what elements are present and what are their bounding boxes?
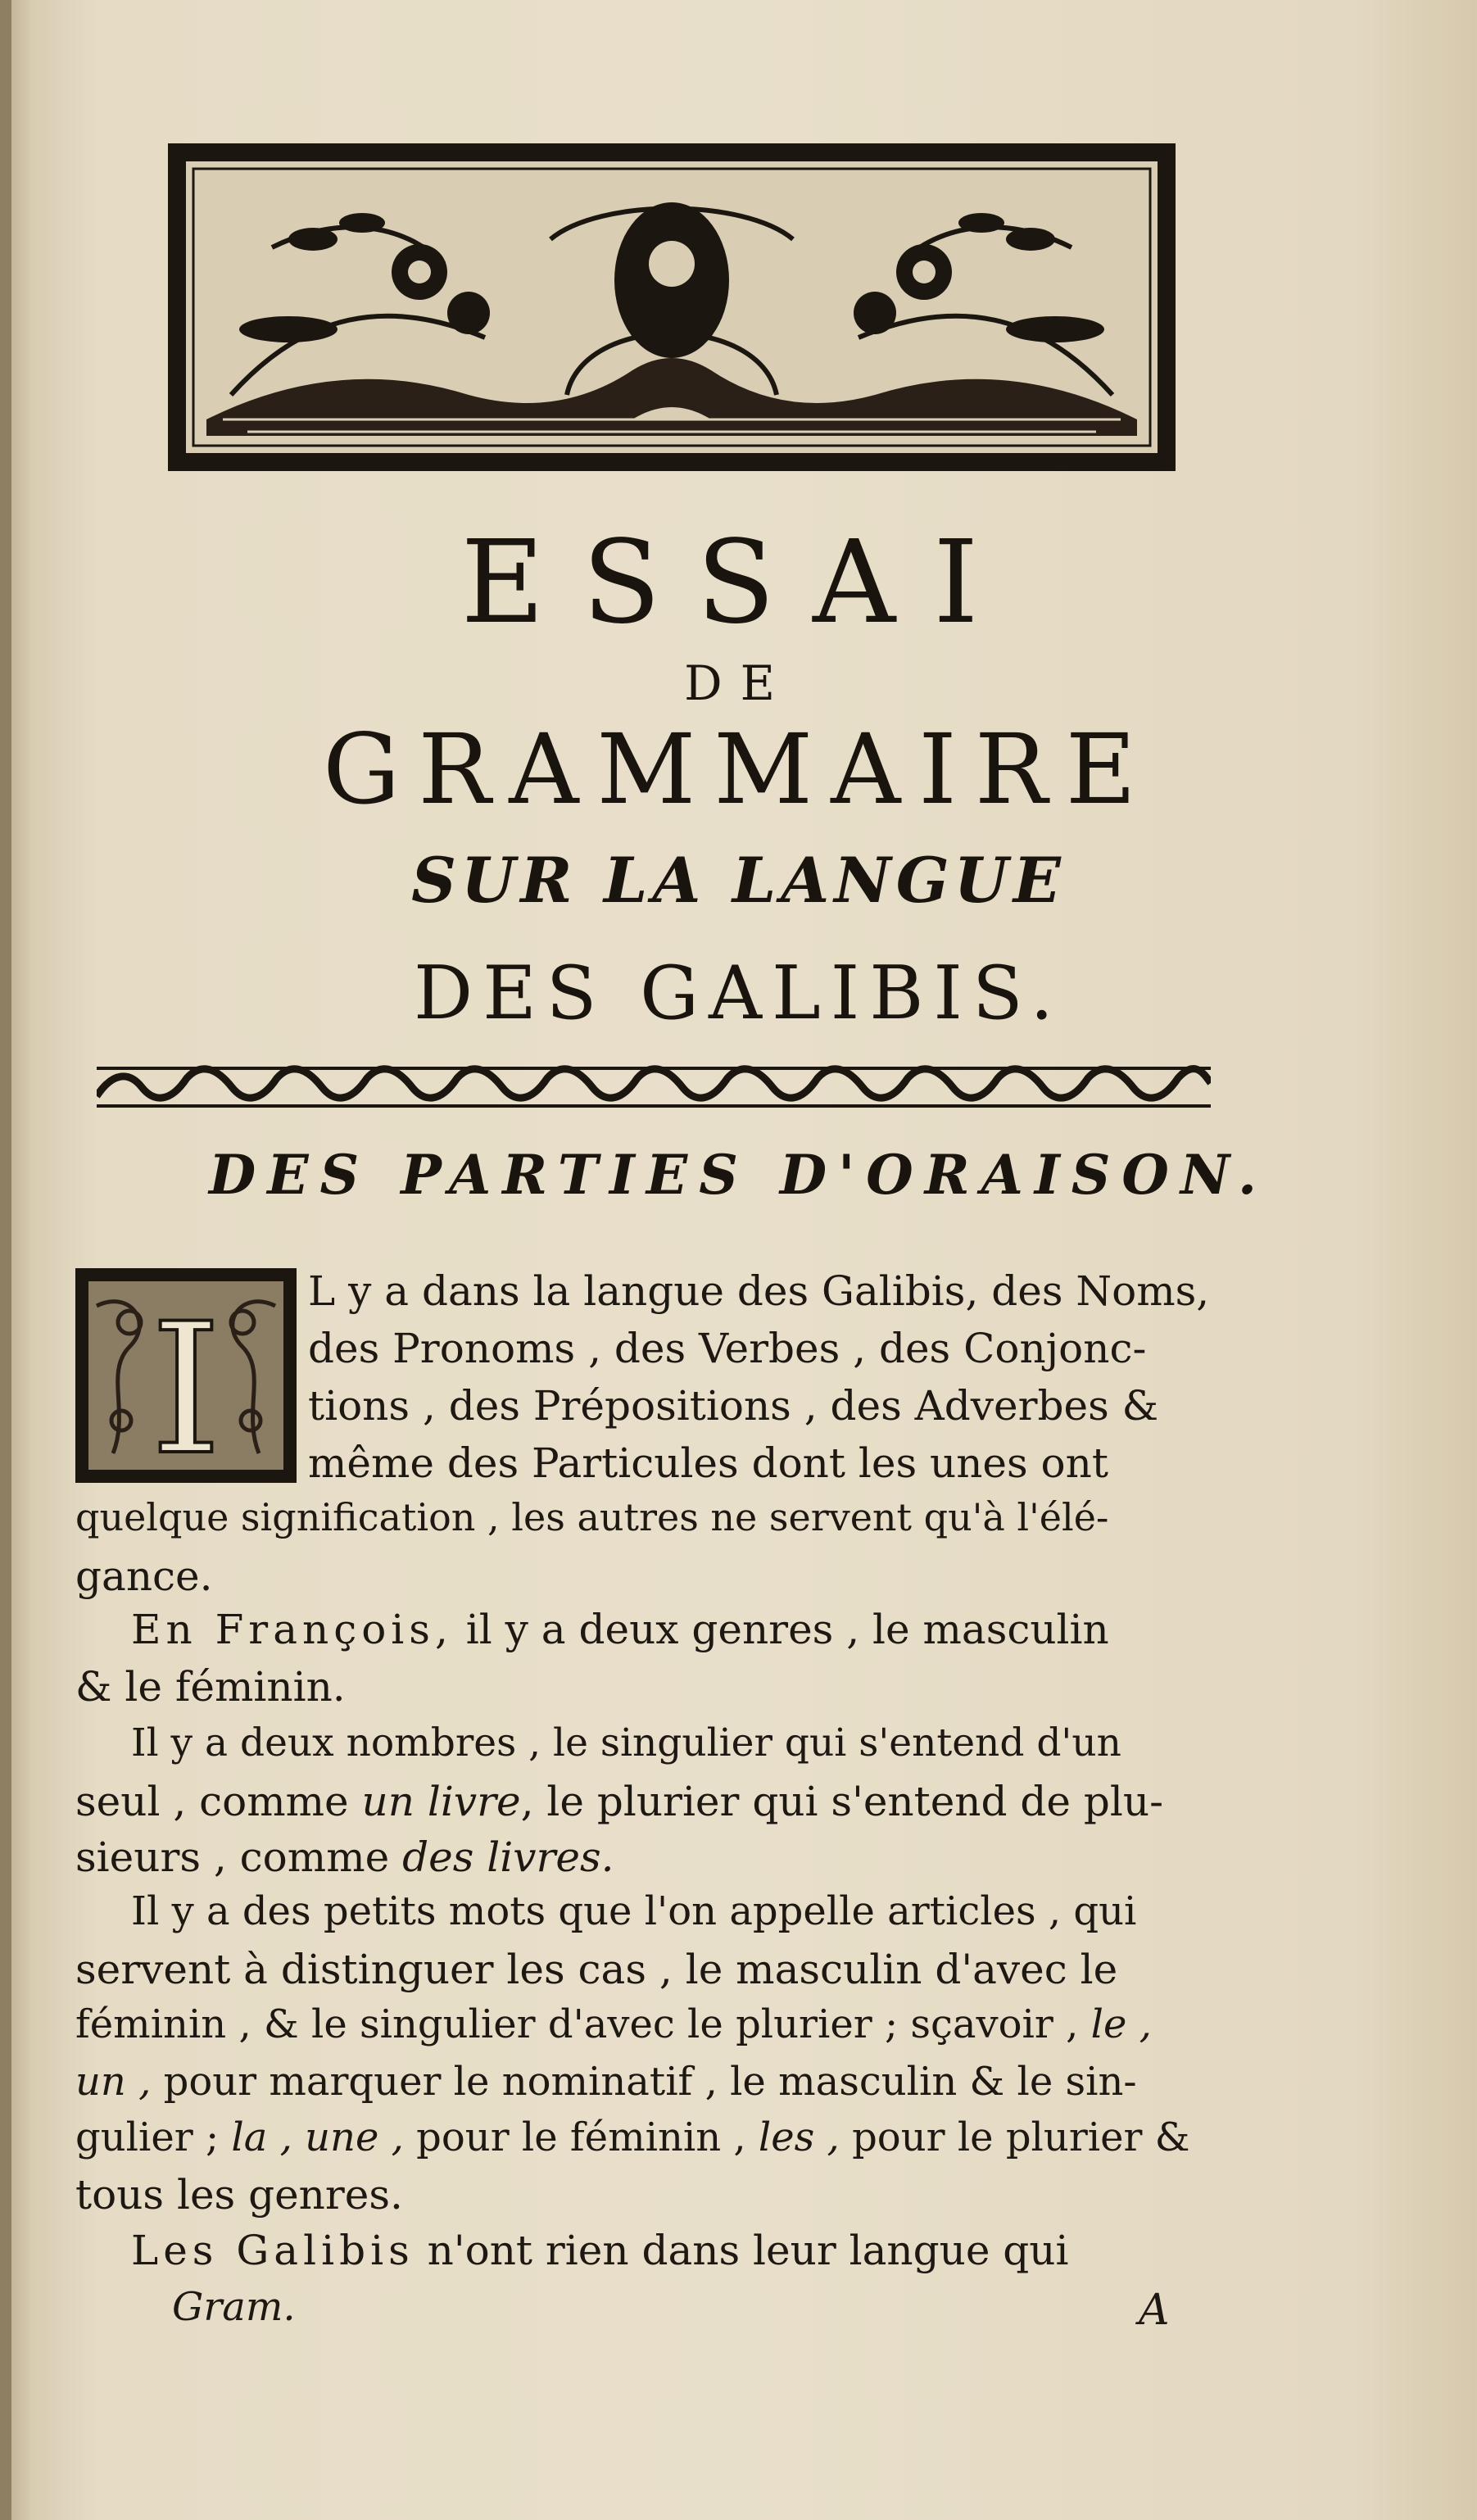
decorative-rule <box>97 1063 1211 1111</box>
body-line: sieurs , comme des livres. <box>75 1833 614 1881</box>
gathering-letter: A <box>1139 2286 1170 2335</box>
body-line: Il y a deux nombres , le singulier qui s'entend d'un <box>131 1720 1121 1765</box>
small-caps-lead: En François, <box>131 1606 453 1653</box>
body-line: & le féminin. <box>75 1663 346 1711</box>
body-line: Les Galibis n'ont rien dans leur langue qui <box>131 2227 1069 2274</box>
body-line: servent à distinguer les cas , le masculin d'avec le <box>75 1946 1118 1993</box>
ornamental-headpiece <box>168 143 1176 471</box>
floral-ornament-icon <box>174 149 1170 465</box>
title-line-sur-la-langue: SUR LA LANGUE <box>411 844 1066 917</box>
body-line: tous les genres. <box>75 2171 403 2219</box>
small-caps-lead: Les Galibis <box>131 2227 415 2274</box>
body-line: tions , des Prépositions , des Adverbes & <box>308 1382 1159 1430</box>
title-line-de: DE <box>684 655 793 711</box>
body-line: Il y a des petits mots que l'on appelle articles , qui <box>131 1888 1137 1934</box>
drop-cap <box>75 1268 297 1483</box>
title-line-essai: ESSAI <box>460 516 1017 650</box>
body-line: quelque signification , les autres ne servent qu'à l'élé- <box>75 1495 1109 1539</box>
drop-cap-ornament-icon <box>80 1273 292 1478</box>
body-line: gulier ; la , une , pour le féminin , les , pour le plurier & <box>75 2114 1190 2160</box>
body-line: féminin , & le singulier d'avec le plurier ; sçavoir , le , <box>75 2001 1152 2047</box>
binding-gutter <box>0 0 11 2520</box>
title-line-des-galibis: DES GALIBIS. <box>413 950 1064 1036</box>
body-line: L y a dans la langue des Galibis, des Noms, <box>308 1267 1210 1315</box>
body-line: un , pour marquer le nominatif , le masculin & le sin- <box>75 2059 1137 2105</box>
body-line: En François, il y a deux genres , le masculin <box>131 1606 1109 1653</box>
body-line: gance. <box>75 1552 213 1600</box>
section-heading: DES PARTIES D'ORAISON. <box>209 1143 1268 1207</box>
drop-cap-letter: I <box>150 1285 222 1478</box>
body-line: des Pronoms , des Verbes , des Conjonc- <box>308 1325 1147 1372</box>
body-line: seul , comme un livre, le plurier qui s'entend de plu- <box>75 1778 1163 1825</box>
body-line: même des Particules dont les unes ont <box>308 1439 1108 1487</box>
title-line-grammaire: GRAMMAIRE <box>323 713 1154 826</box>
signature-mark: Gram. <box>172 2284 296 2330</box>
